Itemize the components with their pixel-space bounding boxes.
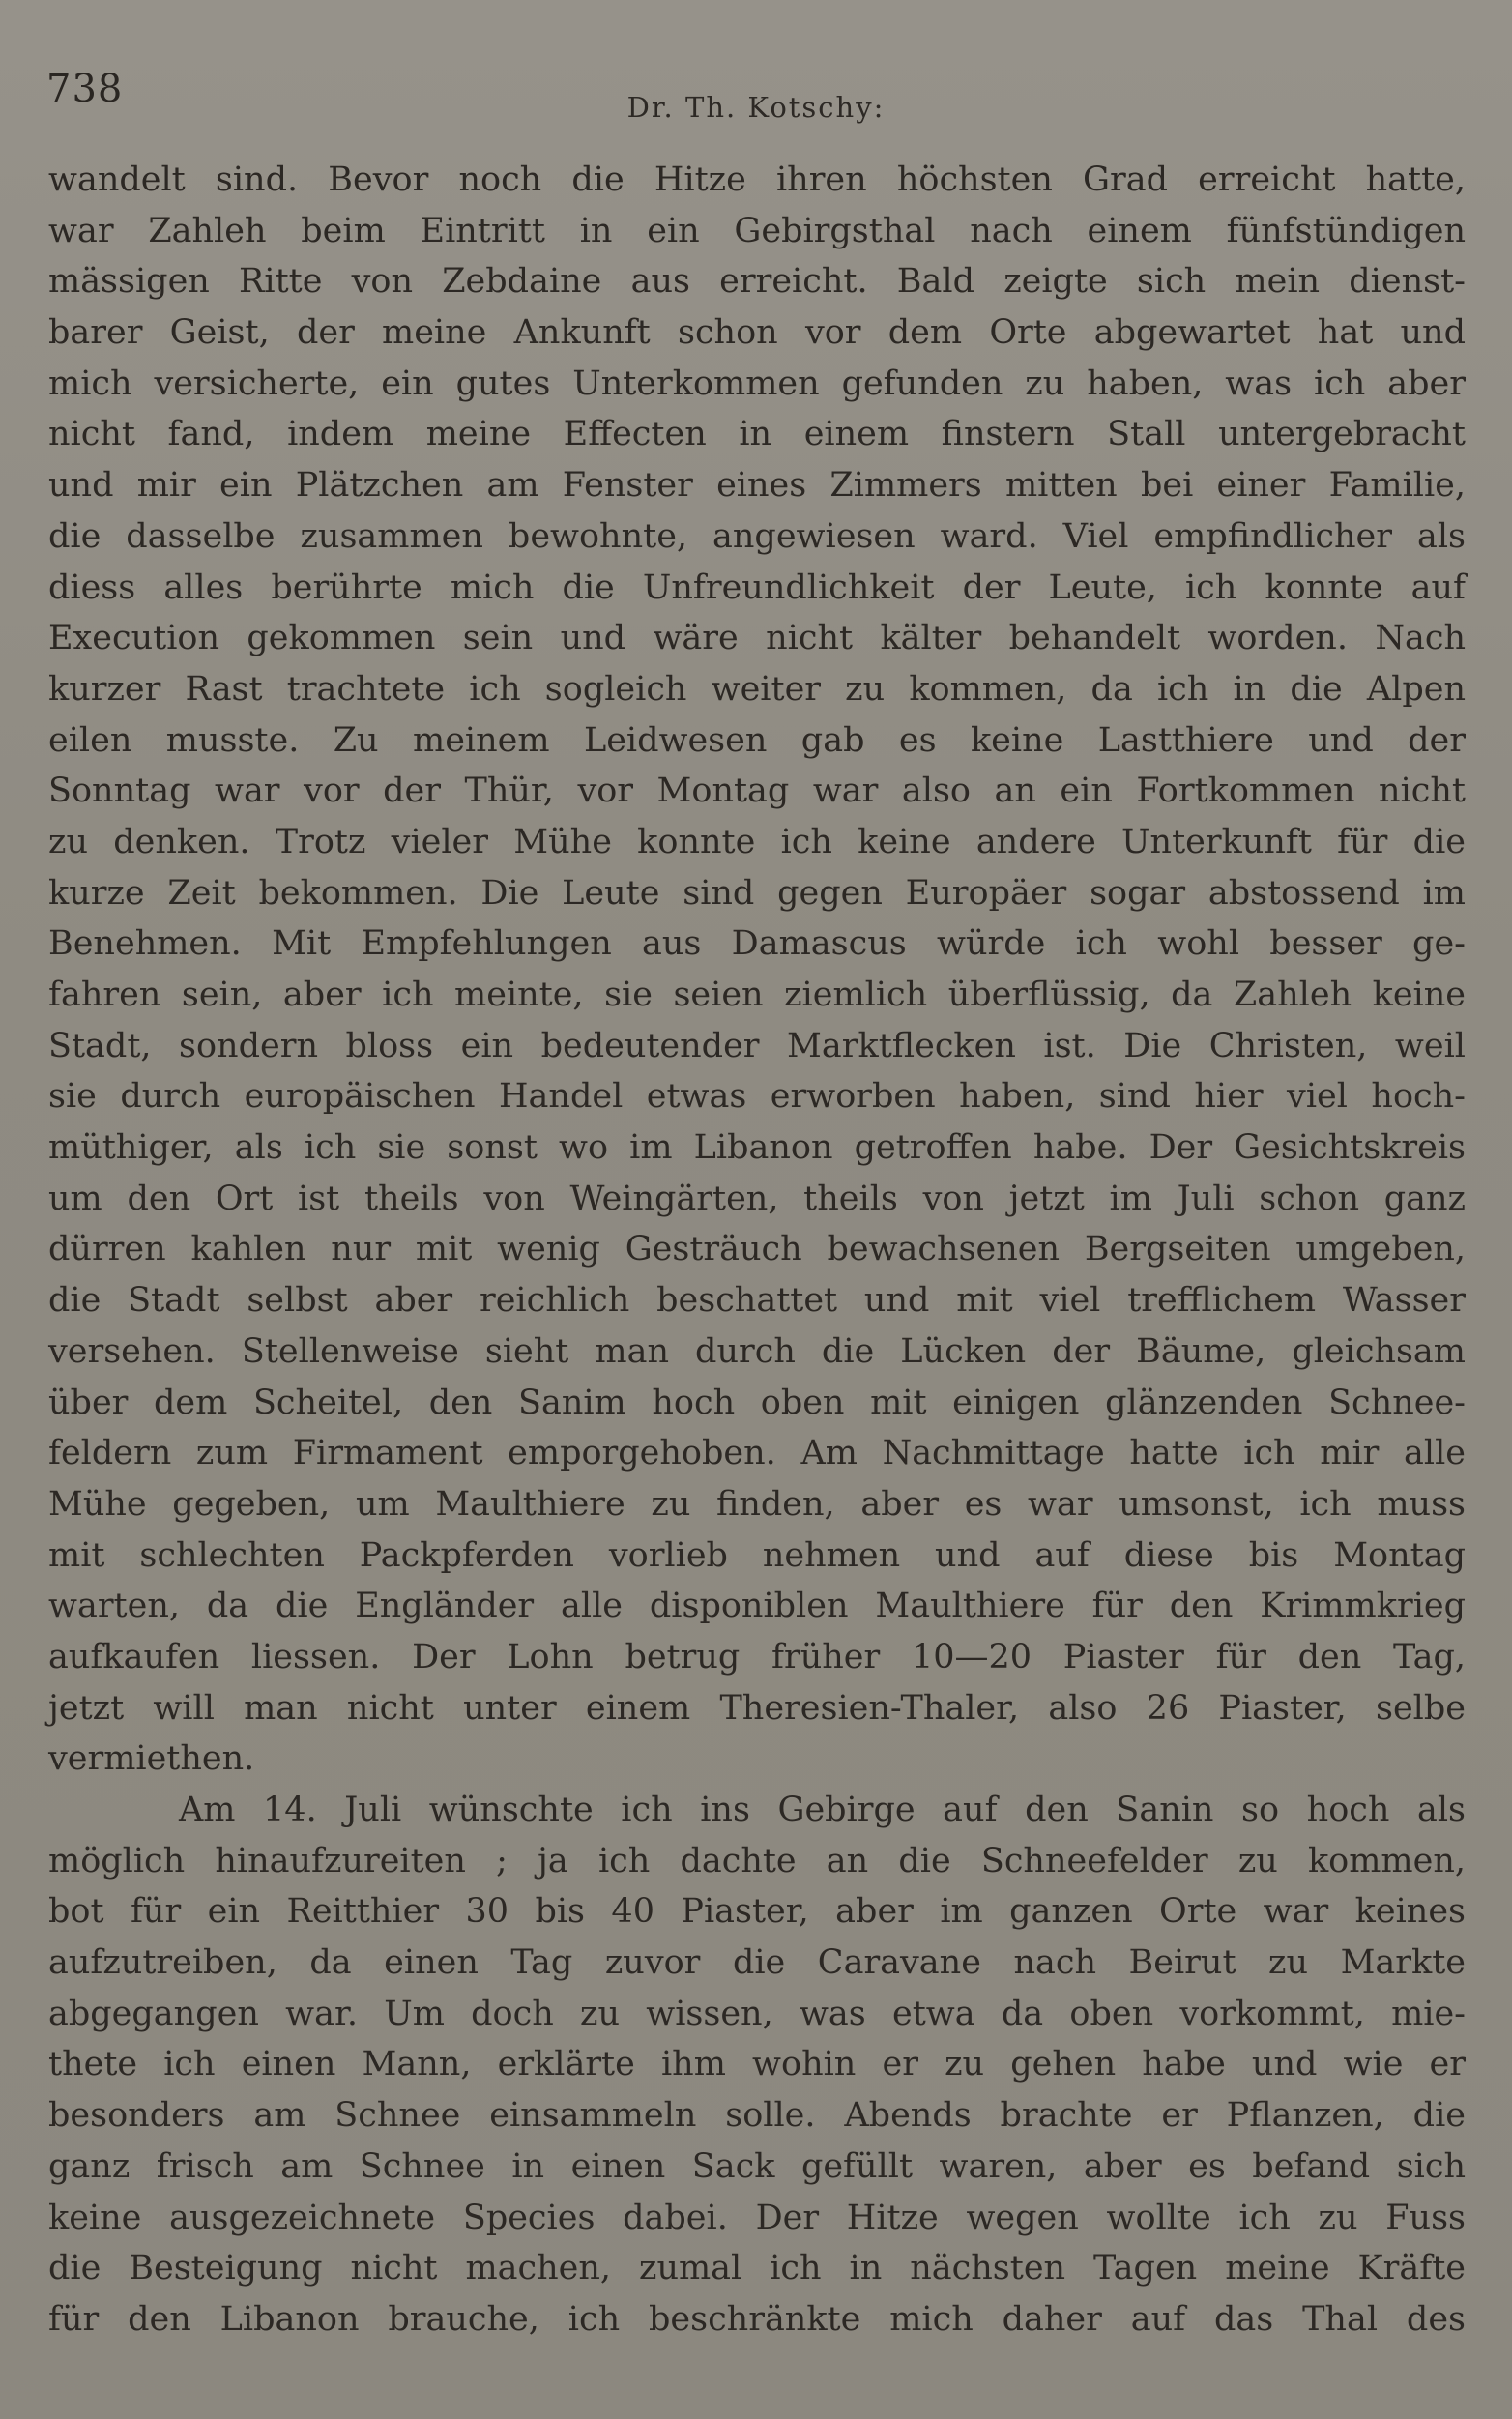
text-line: war Zahleh beim Eintritt in ein Gebirgsthal nach einem fünfstündigen <box>48 211 1466 250</box>
text-line: über dem Scheitel, den Sanim hoch oben mit einigen glänzenden Schnee- <box>48 1383 1466 1422</box>
text-line: und mir ein Plätzchen am Fenster eines Zimmers mitten bei einer Familie, <box>48 466 1466 506</box>
text-line: Execution gekommen sein und wäre nicht kälter behandelt worden. Nach <box>48 619 1466 658</box>
text-line: warten, da die Engländer alle disponiblen Maulthiere für den Krimmkrieg <box>48 1587 1466 1626</box>
text-line: aufkaufen liessen. Der Lohn betrug früher 10—20 Piaster für den Tag, <box>48 1637 1466 1676</box>
text-line: die Stadt selbst aber reichlich beschattet und mit viel trefflichem Wasser <box>48 1281 1466 1321</box>
text-line: diess alles berührte mich die Unfreundlichkeit der Leute, ich konnte auf <box>48 568 1466 607</box>
text-line: jetzt will man nicht unter einem Theresien-Thaler, also 26 Piaster, selbe <box>48 1688 1466 1728</box>
text-line: Mühe gegeben, um Maulthiere zu finden, aber es war umsonst, ich muss <box>48 1484 1466 1524</box>
text-line: müthiger, als ich sie sonst wo im Libanon getroffen habe. Der Gesichtskreis <box>48 1128 1466 1168</box>
text-line: fahren sein, aber ich meinte, sie seien ziemlich überflüssig, da Zahleh keine <box>48 976 1466 1014</box>
text-line: barer Geist, der meine Ankunft schon vor dem Orte abgewartet hat und <box>48 313 1466 353</box>
text-line: ganz frisch am Schnee in einen Sack gefüllt waren, aber es befand sich <box>48 2146 1466 2186</box>
body-text <box>48 155 1466 2346</box>
text-line: besonders am Schnee einsammeln solle. Abends brachte er Pflanzen, die <box>48 2096 1466 2136</box>
page-number: 738 <box>46 67 124 111</box>
text-line: die Besteigung nicht machen, zumal ich in nächsten Tagen meine Kräfte <box>48 2249 1466 2288</box>
text-line: Stadt, sondern bloss ein bedeutender Marktflecken ist. Die Christen, weil <box>48 1026 1466 1065</box>
text-line: Sonntag war vor der Thür, vor Montag war also an ein Fortkommen nicht <box>48 772 1466 811</box>
text-line: eilen musste. Zu meinem Leidwesen gab es keine Lastthiere und der <box>48 720 1466 760</box>
text-line: um den Ort ist theils von Weingärten, theils von jetzt im Juli schon ganz <box>48 1179 1466 1218</box>
text-line: sie durch europäischen Handel etwas erworben haben, sind hier viel hoch- <box>48 1077 1466 1117</box>
text-line: wandelt sind. Bevor noch die Hitze ihren höchsten Grad erreicht hatte, <box>48 160 1466 199</box>
paragraph-start-line: Am 14. Juli wünschte ich ins Gebirge auf den Sanin so hoch als <box>179 1791 1466 1829</box>
running-title: Dr. Th. Kotschy: <box>626 91 886 124</box>
text-line: abgegangen war. Um doch zu wissen, was etwa da oben vorkommt, mie- <box>48 1994 1466 2033</box>
text-line: für den Libanon brauche, ich beschränkte mich daher auf das Thal des <box>48 2299 1466 2339</box>
text-line: mässigen Ritte von Zebdaine aus erreicht. Bald zeigte sich mein dienst- <box>48 262 1466 302</box>
text-line: feldern zum Firmament emporgehoben. Am Nachmittage hatte ich mir alle <box>48 1434 1466 1473</box>
text-line: dürren kahlen nur mit wenig Gesträuch bewachsenen Bergseiten umgeben, <box>48 1230 1466 1269</box>
text-line: zu denken. Trotz vieler Mühe konnte ich keine andere Unterkunft für die <box>48 822 1466 861</box>
text-line: möglich hinaufzureiten ; ja ich dachte an die Schneefelder zu kommen, <box>48 1841 1466 1880</box>
text-line: die dasselbe zusammen bewohnte, angewiesen ward. Viel empfindlicher als <box>48 516 1466 556</box>
text-line: bot für ein Reitthier 30 bis 40 Piaster, aber im ganzen Orte war keines <box>48 1892 1466 1932</box>
text-line: thete ich einen Mann, erklärte ihm wohin er zu gehen habe und wie er <box>48 2045 1466 2084</box>
paragraph-end-line: vermiethen. <box>48 1739 255 1779</box>
text-line: keine ausgezeichnete Species dabei. Der Hitze wegen wollte ich zu Fuss <box>48 2198 1466 2237</box>
text-line: mich versicherte, ein gutes Unterkommen gefunden zu haben, was ich aber <box>48 364 1466 403</box>
text-line: Benehmen. Mit Empfehlungen aus Damascus würde ich wohl besser ge- <box>48 924 1466 964</box>
text-line: mit schlechten Packpferden vorlieb nehmen und auf diese bis Montag <box>48 1535 1466 1575</box>
text-line: aufzutreiben, da einen Tag zuvor die Caravane nach Beirut zu Markte <box>48 1943 1466 1983</box>
text-line: kurzer Rast trachtete ich sogleich weiter zu kommen, da ich in die Alpen <box>48 669 1466 709</box>
text-line: nicht fand, indem meine Effecten in einem finstern Stall untergebracht <box>48 415 1466 454</box>
text-line: kurze Zeit bekommen. Die Leute sind gegen Europäer sogar abstossend im <box>48 873 1466 913</box>
text-line: versehen. Stellenweise sieht man durch die Lücken der Bäume, gleichsam <box>48 1331 1466 1371</box>
